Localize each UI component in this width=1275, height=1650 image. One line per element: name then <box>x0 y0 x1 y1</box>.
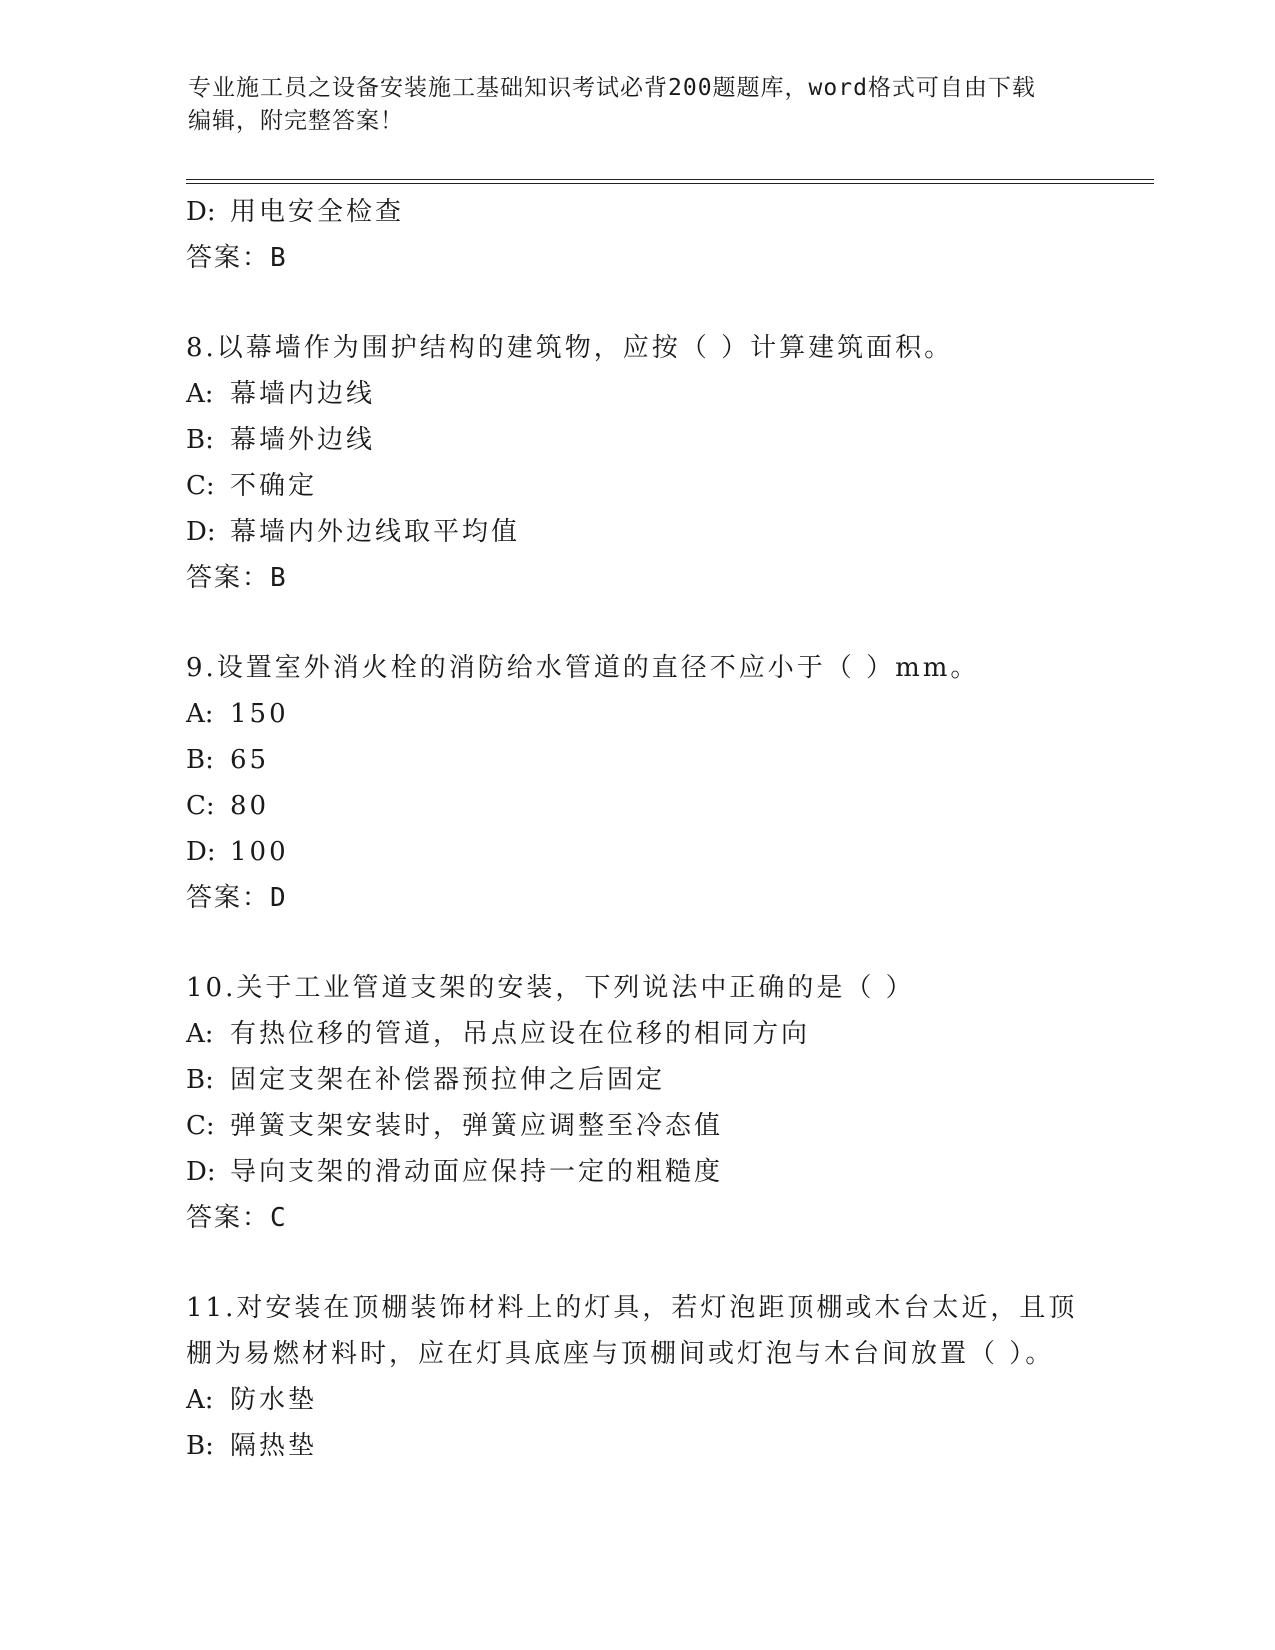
option-text: 80 <box>230 791 270 821</box>
answer-row <box>186 875 1146 921</box>
question-stem-line: 11.对安装在顶棚装饰材料上的灯具，若灯泡距顶棚或木台太近，且顶 <box>186 1293 1078 1323</box>
option-letter: A: <box>186 379 214 409</box>
option-letter: A: <box>186 699 214 729</box>
answer-row <box>186 1195 1146 1241</box>
question-stem-line: 8.以幕墙作为围护结构的建筑物，应按（ ）计算建筑面积。 <box>186 333 954 363</box>
header-divider-top <box>186 179 1154 180</box>
option-text: 65 <box>230 745 270 775</box>
question-gap <box>186 921 1146 965</box>
question-list <box>186 189 1146 1469</box>
option-row <box>186 463 1146 509</box>
option-row <box>186 189 1146 235</box>
option-text: 弹簧支架安装时，弹簧应调整至冷态值 <box>230 1111 724 1141</box>
option-letter: B: <box>186 745 214 775</box>
option-text: 100 <box>230 837 289 867</box>
option-letter: B: <box>186 1431 214 1461</box>
answer-label: 答案： <box>186 883 271 913</box>
question-stem-continued <box>186 1331 1146 1377</box>
option-row <box>186 783 1146 829</box>
header-divider-bottom <box>186 183 1154 184</box>
option-text: 导向支架的滑动面应保持一定的粗糙度 <box>230 1157 724 1187</box>
answer-label: 答案： <box>186 1203 271 1233</box>
option-letter: C: <box>186 471 215 501</box>
answer-row <box>186 235 1146 281</box>
answer-value: C <box>270 1203 288 1233</box>
question-stem <box>186 965 1146 1011</box>
option-letter: D: <box>186 1157 216 1187</box>
option-text: 有热位移的管道，吊点应设在位移的相同方向 <box>230 1019 811 1049</box>
option-letter: A: <box>186 1385 214 1415</box>
option-row <box>186 371 1146 417</box>
option-letter: B: <box>186 1065 214 1095</box>
answer-value: D <box>270 883 288 913</box>
option-row <box>186 1423 1146 1469</box>
answer-label: 答案： <box>186 563 271 593</box>
question-stem-line: 10.关于工业管道支架的安装，下列说法中正确的是（ ） <box>186 973 915 1003</box>
option-row <box>186 829 1146 875</box>
option-letter: C: <box>186 791 215 821</box>
option-text: 隔热垫 <box>230 1431 318 1461</box>
option-row <box>186 509 1146 555</box>
option-row <box>186 737 1146 783</box>
option-letter: C: <box>186 1111 215 1141</box>
option-letter: D: <box>186 837 216 867</box>
question-gap <box>186 601 1146 645</box>
option-row <box>186 1377 1146 1423</box>
option-text: 不确定 <box>230 471 318 501</box>
option-text: 150 <box>230 699 289 729</box>
header-title-line-2: 编辑，附完整答案！ <box>188 108 404 134</box>
question-stem-line: 9.设置室外消火栓的消防给水管道的直径不应小于（ ）mm。 <box>186 653 980 683</box>
option-row <box>186 691 1146 737</box>
option-text: 固定支架在补偿器预拉伸之后固定 <box>230 1065 666 1095</box>
option-row <box>186 1103 1146 1149</box>
option-letter: D: <box>186 517 216 547</box>
question-stem-line: 棚为易燃材料时，应在灯具底座与顶棚间或灯泡与木台间放置（ ）。 <box>186 1339 1055 1369</box>
option-text: 幕墙内外边线取平均值 <box>230 517 521 547</box>
option-text: 幕墙内边线 <box>230 379 376 409</box>
option-letter: D: <box>186 197 216 227</box>
answer-row <box>186 555 1146 601</box>
option-letter: B: <box>186 425 214 455</box>
question-gap <box>186 281 1146 325</box>
question-gap <box>186 1241 1146 1285</box>
option-row <box>186 1057 1146 1103</box>
question-stem <box>186 1285 1146 1331</box>
option-row <box>186 1149 1146 1195</box>
option-text: 幕墙外边线 <box>230 425 376 455</box>
answer-label: 答案： <box>186 243 271 273</box>
option-text: 防水垫 <box>230 1385 318 1415</box>
option-row <box>186 417 1146 463</box>
option-row <box>186 1011 1146 1057</box>
question-stem <box>186 325 1146 371</box>
option-text: 用电安全检查 <box>230 197 405 227</box>
answer-value: B <box>270 563 288 593</box>
question-stem <box>186 645 1146 691</box>
answer-value: B <box>270 243 288 273</box>
document-header <box>188 72 1088 138</box>
option-letter: A: <box>186 1019 214 1049</box>
header-title-line-1: 专业施工员之设备安装施工基础知识考试必背200题题库，word格式可自由下载 <box>188 75 1036 101</box>
